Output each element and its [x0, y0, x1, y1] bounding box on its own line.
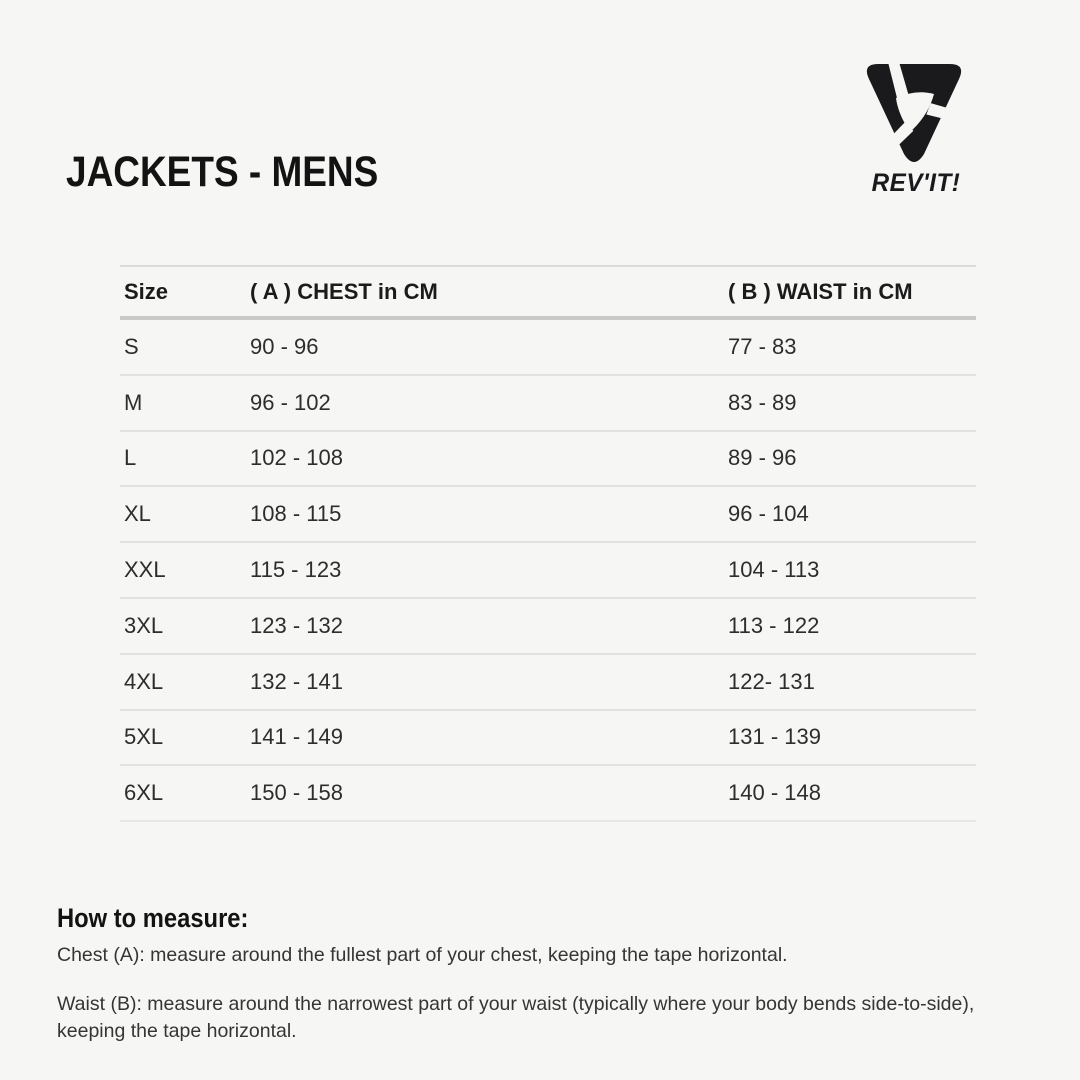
size-cell: XL [124, 501, 151, 527]
page-title: JACKETS - MENS [66, 148, 379, 196]
size-table [120, 265, 976, 822]
chest-cell: 96 - 102 [250, 389, 331, 415]
header-waist: ( B ) WAIST in CM [728, 278, 913, 304]
waist-cell: 113 - 122 [728, 612, 820, 638]
waist-cell: 77 - 83 [728, 333, 797, 359]
header-chest: ( A ) CHEST in CM [250, 278, 438, 304]
size-cell: 6XL [124, 780, 164, 806]
waist-cell: 96 - 104 [728, 501, 809, 527]
chest-cell: 90 - 96 [250, 333, 319, 359]
table-row [120, 320, 976, 376]
chest-instruction: Chest (A): measure around the fullest part of your chest, keeping the tape horizontal. [57, 944, 788, 966]
size-cell: XXL [124, 557, 166, 583]
table-row [120, 599, 976, 655]
chest-cell: 150 - 158 [250, 780, 343, 806]
chest-cell: 141 - 149 [250, 724, 343, 750]
size-table-header [120, 265, 976, 320]
revit-logo-icon [853, 56, 975, 174]
revit-wordmark: REV'IT! [871, 169, 961, 197]
waist-cell: 89 - 96 [728, 445, 797, 471]
waist-cell: 83 - 89 [728, 389, 797, 415]
size-cell: 4XL [124, 668, 164, 694]
size-cell: 5XL [124, 724, 164, 750]
waist-cell: 104 - 113 [728, 557, 820, 583]
size-cell: 3XL [124, 612, 164, 638]
how-to-measure-heading: How to measure: [57, 903, 249, 933]
chest-cell: 123 - 132 [250, 612, 343, 638]
size-cell: S [124, 333, 139, 359]
waist-cell: 140 - 148 [728, 780, 821, 806]
chest-cell: 108 - 115 [250, 501, 342, 527]
table-row [120, 543, 976, 599]
waist-instruction: Waist (B): measure around the narrowest part of your waist (typically where your body bends side-to-side), keeping the tape horizontal. [57, 993, 975, 1043]
table-row [120, 432, 976, 488]
chest-cell: 115 - 123 [250, 557, 342, 583]
waist-cell: 122- 131 [728, 668, 815, 694]
table-row [120, 376, 976, 432]
table-row [120, 711, 976, 767]
table-row [120, 766, 976, 822]
size-cell: L [124, 445, 137, 471]
table-row [120, 655, 976, 711]
header-size: Size [124, 278, 169, 304]
waist-cell: 131 - 139 [728, 724, 821, 750]
chest-cell: 102 - 108 [250, 445, 343, 471]
table-row [120, 487, 976, 543]
size-cell: M [124, 389, 143, 415]
chest-cell: 132 - 141 [250, 668, 343, 694]
